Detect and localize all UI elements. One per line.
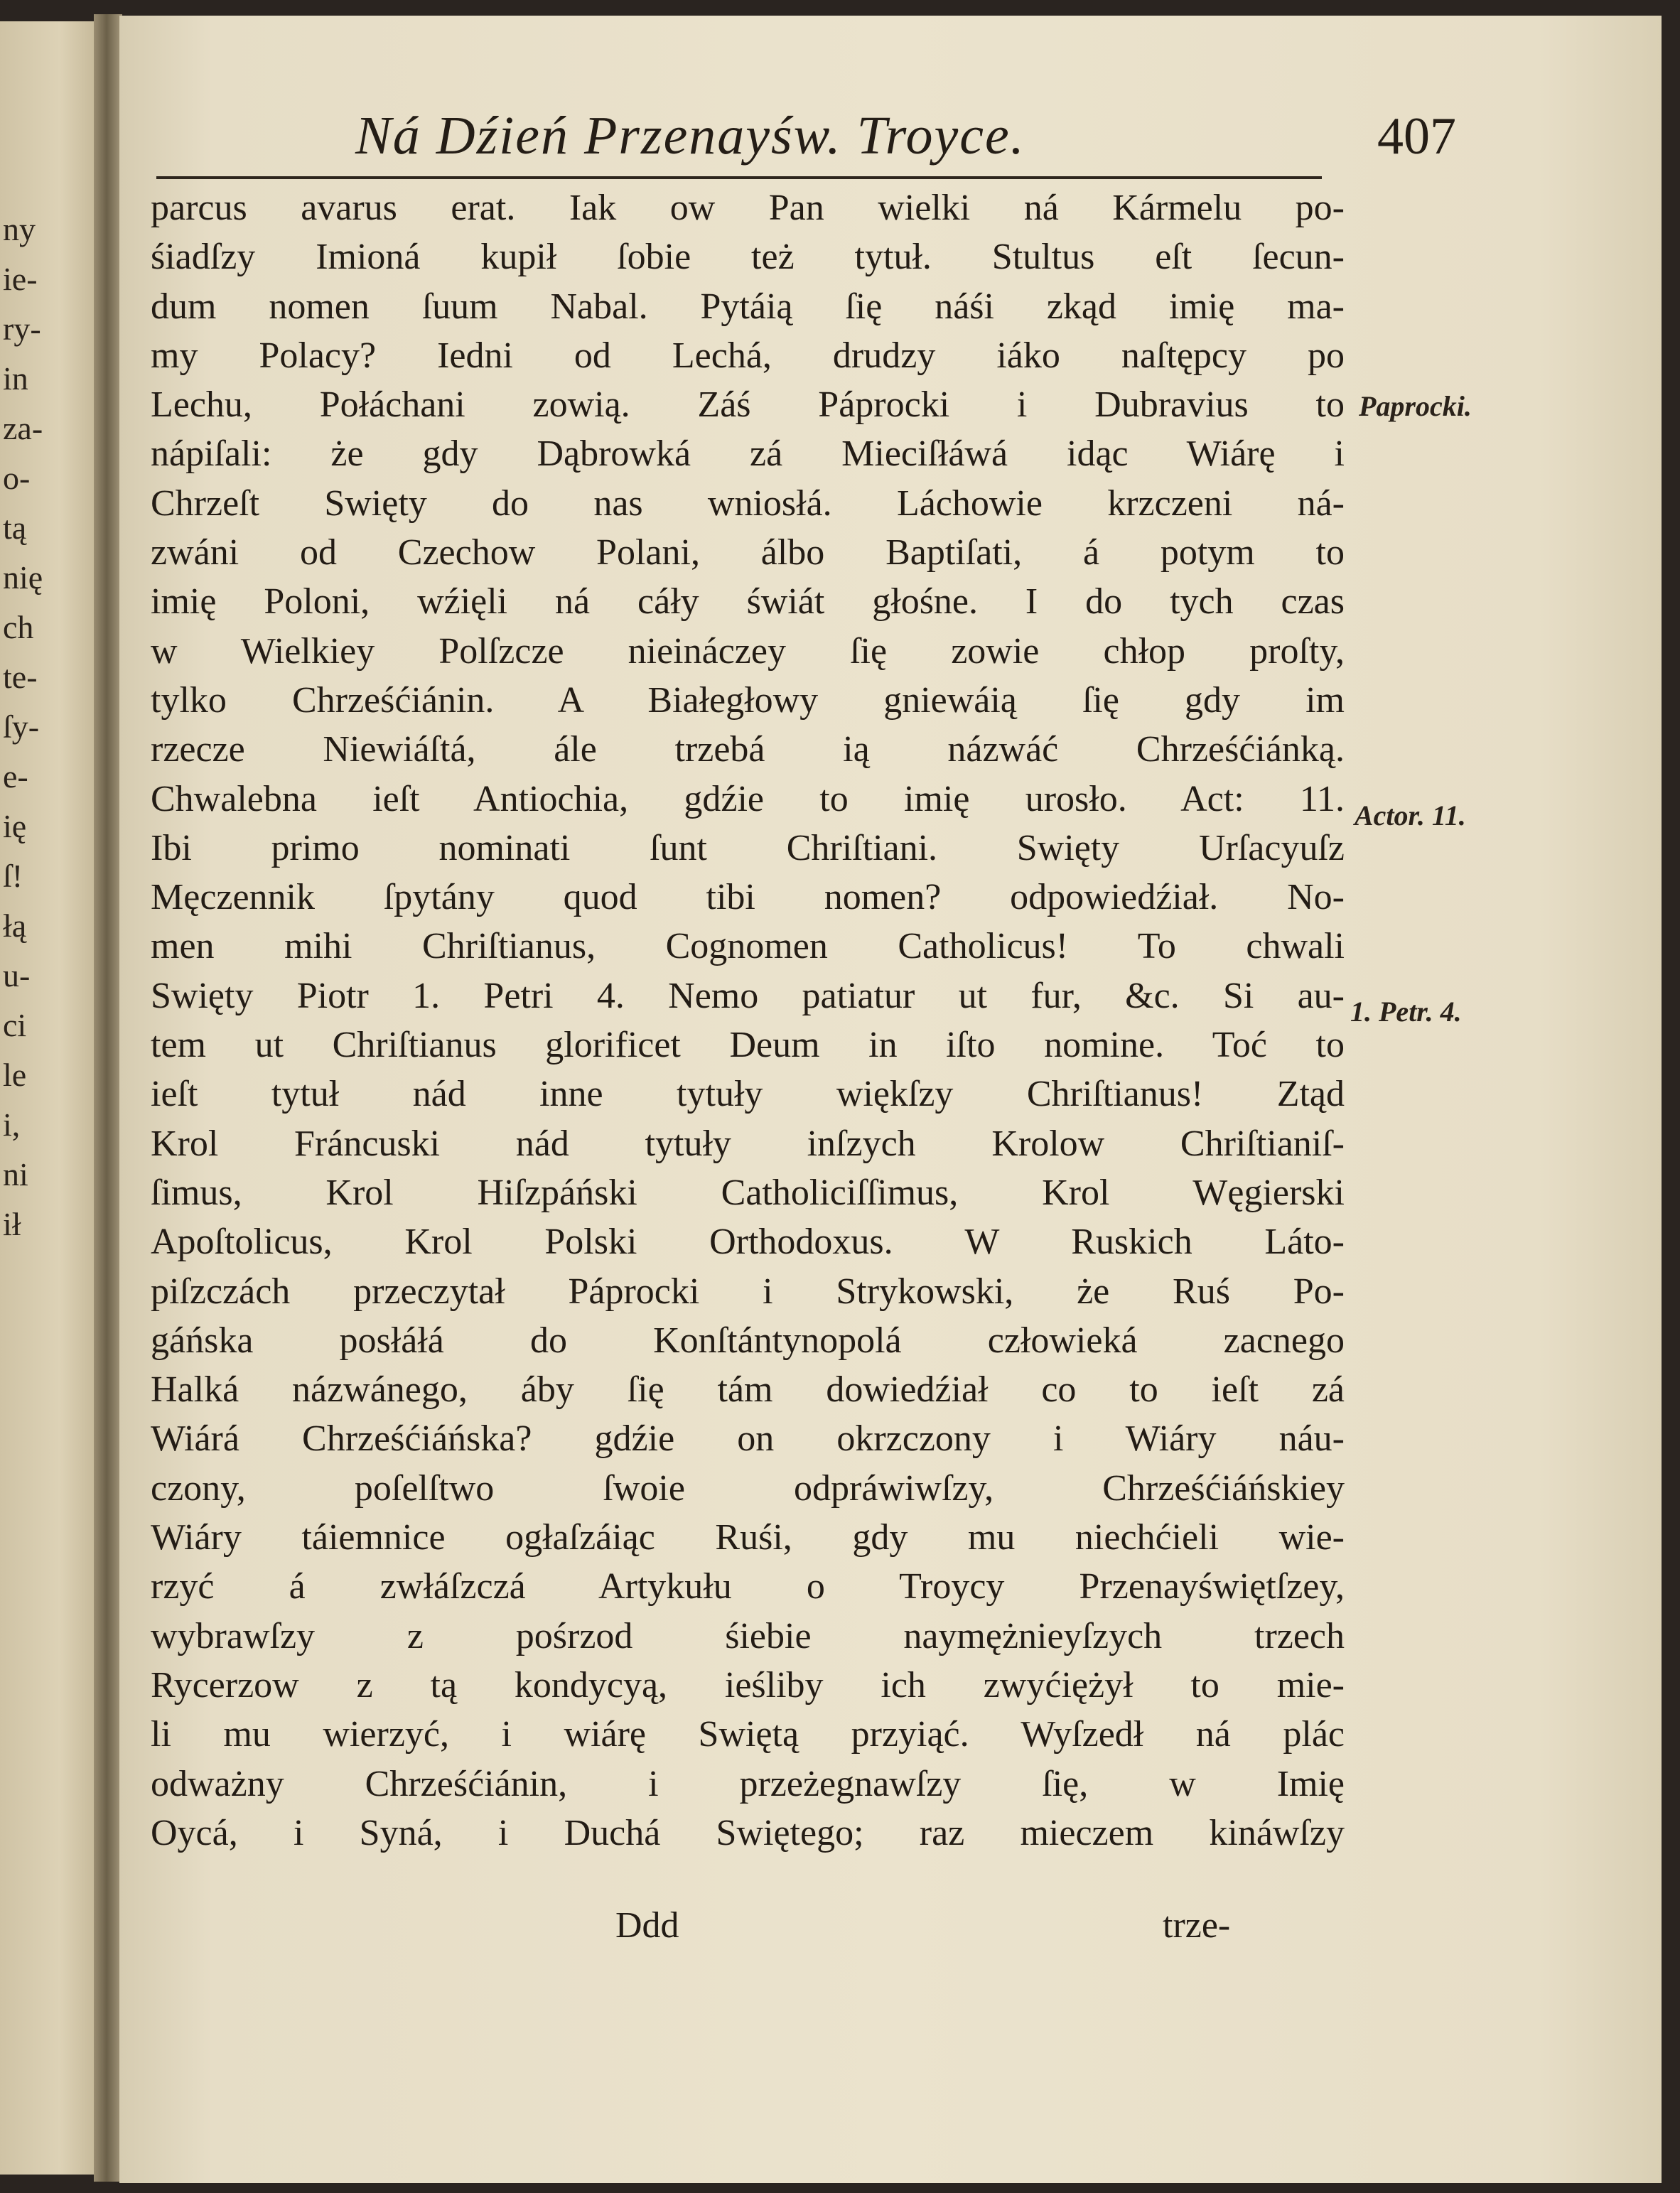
text-line: tylko Chrześćiánin. A Białegłowy gniewáią ſię gdy im: [151, 679, 1345, 721]
left-page-fragment: o-: [3, 460, 31, 496]
left-page-edge: [0, 21, 101, 2175]
text-line: Rycerzow z tą kondycyą, ieśliby ich zwyćiężył to mie-: [151, 1664, 1345, 1706]
page-number: 407: [1377, 107, 1456, 166]
text-line: rzecze Niewiáſtá, ále trzebá ią názwáć Chrześćiánką.: [151, 729, 1345, 770]
left-page-fragment: u-: [3, 957, 31, 993]
text-line: Lechu, Połáchani zowią. Záś Páprocki i Dubravius to: [151, 384, 1345, 426]
text-line: Halká názwánego, áby ſię tám dowiedźiał co to ieſt zá: [151, 1369, 1345, 1411]
body-text: [151, 183, 1345, 1858]
text-line: gáńska posłáłá do Konſtántynopolá człowieká zacnego: [151, 1320, 1345, 1361]
text-line: ieſt tytuł nád inne tytuły więkſzy Chriſtianus! Ztąd: [151, 1074, 1345, 1115]
left-page-fragment: ci: [3, 1007, 27, 1043]
left-page-fragment: i,: [3, 1106, 21, 1143]
left-page-fragment: ni: [3, 1156, 28, 1192]
header-rule: [156, 176, 1322, 179]
left-page-fragment: za-: [3, 410, 43, 446]
text-line: dum nomen ſuum Nabal. Pytáią ſię náśi zkąd imię ma-: [151, 286, 1345, 327]
text-line: Wiárá Chrześćiáńska? gdźie on okrzczony i Wiáry náu-: [151, 1418, 1345, 1460]
text-line: Apoſtolicus, Krol Polski Orthodoxus. W Ruskich Láto-: [151, 1222, 1345, 1263]
text-line: nápiſali: że gdy Dąbrowká zá Mieciſłáwá idąc Wiárę i: [151, 433, 1345, 475]
signature-mark: Ddd: [615, 1905, 679, 1946]
left-page-fragment: le: [3, 1057, 27, 1093]
text-line: Męczennik ſpytány quod tibi nomen? odpowiedźiał. No-: [151, 877, 1345, 918]
left-page-fragment: ſ!: [3, 858, 23, 894]
left-page-fragment: łą: [3, 907, 27, 944]
text-line: wybrawſzy z pośrzod śiebie naymężnieyſzych trzech: [151, 1615, 1345, 1656]
margin-note-actor: Actor. 11.: [1355, 799, 1466, 831]
book-gutter: [94, 14, 122, 2182]
left-page-fragment: ch: [3, 609, 34, 645]
text-line: ſimus, Krol Hiſzpáński Catholiciſſimus, Krol Węgierski: [151, 1172, 1345, 1213]
text-line: parcus avarus erat. Iak ow Pan wielki ná Kármelu po-: [151, 188, 1345, 228]
margin-note-petr: 1. Petr. 4.: [1350, 996, 1462, 1028]
text-line: odważny Chrześćiánin, i przeżegnawſzy ſię, w Imię: [151, 1763, 1345, 1804]
catchword: trze-: [1163, 1905, 1231, 1946]
text-line: Ibi primo nominati ſunt Chriſtiani. Swięty Urſacyuſz: [151, 827, 1345, 868]
left-page-fragment: te-: [3, 659, 38, 695]
margin-note-paprocki: Paprocki.: [1359, 390, 1472, 422]
text-line: Swięty Piotr 1. Petri 4. Nemo patiatur ut fur, &c. Si au-: [151, 975, 1345, 1016]
text-line: Oycá, i Syná, i Duchá Swiętego; raz mieczem kináwſzy: [151, 1812, 1345, 1853]
text-line: śiadſzy Imioná kupił ſobie też tytuł. Stultus eſt ſecun-: [151, 237, 1345, 278]
text-line: Chrzeſt Swięty do nas wniosłá. Láchowie krzczeni ná-: [151, 483, 1345, 524]
text-line: rzyć á zwłáſzczá Artykułu o Troycy Przenayświętſzey,: [151, 1566, 1345, 1607]
left-page-fragment: in: [3, 360, 28, 397]
text-line: imię Poloni, wźięli ná cáły świát głośne. I do tych czas: [151, 581, 1345, 623]
left-page-fragment: ny: [3, 211, 36, 247]
left-page-fragment: e-: [3, 758, 28, 794]
text-line: w Wielkiey Polſzcze nieináczey ſię zowie chłop proſty,: [151, 630, 1345, 672]
left-page-fragment: ię: [3, 808, 27, 844]
left-page-fragment: nię: [3, 559, 43, 596]
text-line: men mihi Chriſtianus, Cognomen Catholicus! To chwali: [151, 926, 1345, 967]
running-title: Ná Dźień Przenayśw. Troyce.: [355, 106, 1025, 166]
left-page-fragment: ił: [3, 1206, 21, 1242]
left-page-fragment: ſy-: [3, 708, 40, 745]
text-line: Chwalebna ieſt Antiochia, gdźie to imię urosło. Act: 11.: [151, 778, 1345, 819]
text-line: my Polacy? Iedni od Lechá, drudzy iáko naſtępcy po: [151, 335, 1345, 376]
left-page-fragment: ry-: [3, 311, 41, 347]
text-line: tem ut Chriſtianus glorificet Deum in iſto nomine. Toć to: [151, 1025, 1345, 1066]
left-page-fragment: tą: [3, 510, 27, 546]
text-line: czony, poſelſtwo ſwoie odpráwiwſzy, Chrześćiáńskiey: [151, 1467, 1345, 1509]
text-line: piſzczách przeczytał Páprocki i Strykowski, że Ruś Po-: [151, 1271, 1345, 1312]
text-line: zwáni od Czechow Polani, álbo Baptiſati, á potym to: [151, 532, 1345, 573]
left-page-fragment: ie-: [3, 261, 38, 297]
text-line: Wiáry táiemnice ogłaſzáiąc Ruśi, gdy mu niechćieli wie-: [151, 1517, 1345, 1558]
text-line: li mu wierzyć, i wiárę Swiętą przyiąć. Wyſzedł ná plác: [151, 1714, 1345, 1755]
text-line: Krol Fráncuski nád tytuły inſzych Krolow Chriſtianiſ-: [151, 1123, 1345, 1164]
